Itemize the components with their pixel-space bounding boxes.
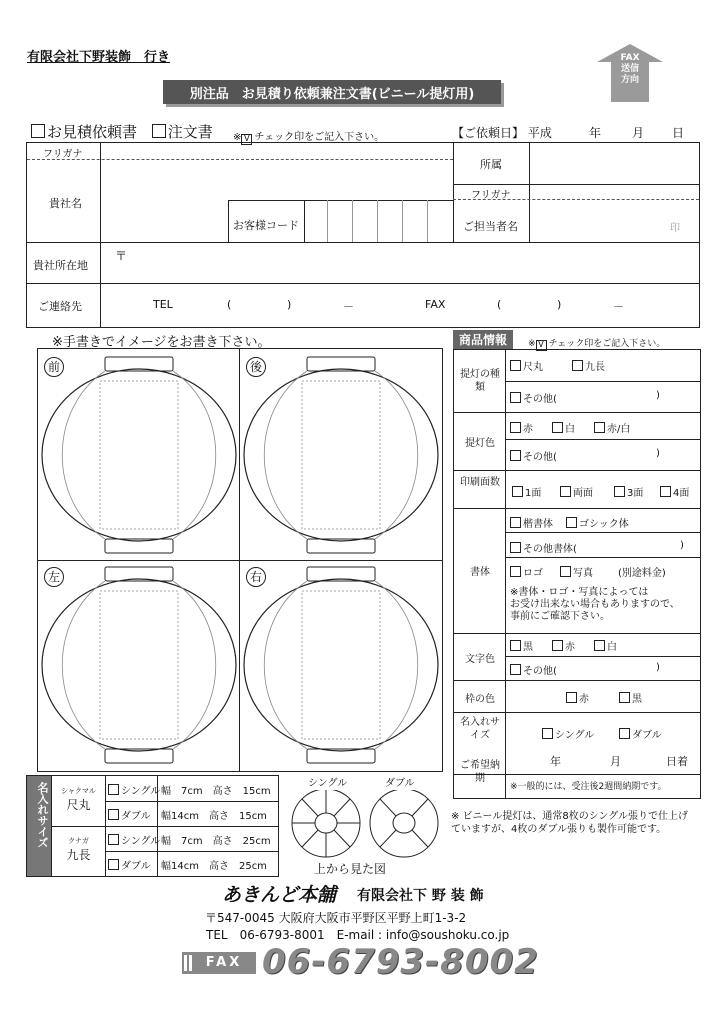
- product-check-mark-sample: V: [536, 340, 547, 351]
- font-note-line-3: 事前にご確認下さい。: [510, 611, 610, 622]
- company-name-field[interactable]: [103, 161, 449, 197]
- text-color-label: 文字色: [465, 654, 495, 665]
- size-opt-2[interactable]: [108, 807, 151, 822]
- tel-label: TEL: [153, 298, 173, 311]
- size-opt-4[interactable]: [108, 857, 151, 872]
- text-color-option-label: 黒: [523, 642, 533, 653]
- type-option-kunaga[interactable]: [572, 358, 605, 373]
- delivery-label: ご希望納期: [460, 760, 500, 784]
- product-check-note-prefix: ※: [528, 339, 536, 349]
- shakumaru-furigana: シャクマル: [61, 787, 96, 795]
- text-color-white[interactable]: [594, 638, 617, 653]
- font-label: 書体: [470, 567, 490, 578]
- color-option-label: 赤/白: [607, 424, 631, 435]
- era-label: 平成: [527, 126, 552, 140]
- color-other-close: ): [656, 448, 660, 459]
- font-note: [510, 587, 680, 623]
- contact-person-field[interactable]: [531, 201, 671, 241]
- frame-color-label: 枠の色: [465, 694, 495, 705]
- font-note-line-2: お受け出来ない場合もありますので、: [510, 599, 680, 610]
- print-option-both[interactable]: [560, 484, 593, 499]
- size-spec-3: 幅 7cm 高さ 25cm: [161, 836, 271, 847]
- type-other-label: その他(: [523, 394, 557, 405]
- fax-direction-line-1: FAX: [620, 53, 640, 63]
- view-label-right: 右: [246, 567, 266, 587]
- footer-address: 〒547-0045 大阪府大阪市平野区平野上町1-3-2: [205, 911, 467, 925]
- kunaga-furigana: クナガ: [68, 837, 89, 845]
- color-option-red[interactable]: [510, 420, 533, 435]
- font-note-line-1: ※書体・ロゴ・写真によっては: [510, 587, 649, 598]
- fax-direction-line-2: 送信: [620, 64, 639, 74]
- address-field[interactable]: [129, 245, 695, 281]
- fax-label: FAX: [425, 298, 446, 311]
- print-option-label: 4面: [673, 488, 690, 499]
- name-size-option-label: シングル: [555, 730, 595, 741]
- furigana-label: フリガナ: [43, 149, 83, 160]
- order-label: 注文書: [167, 123, 213, 141]
- print-option-1[interactable]: [512, 484, 541, 499]
- logo-option-label: ロゴ: [523, 568, 543, 579]
- name-size-double[interactable]: [619, 726, 662, 741]
- type-other-close: ): [656, 390, 660, 401]
- shakumaru-name: 尺丸: [66, 798, 91, 812]
- company-name-label: 貴社名: [49, 197, 82, 210]
- date-month: 月: [632, 126, 645, 140]
- customer-code-label: お客様コード: [233, 219, 299, 232]
- view-label-front: 前: [44, 357, 64, 377]
- font-option-label: 楷書体: [523, 519, 553, 530]
- customer-info-table: [26, 142, 700, 328]
- font-option-label: ゴシック体: [579, 519, 629, 530]
- text-color-option-label: 白: [607, 642, 617, 653]
- lantern-outline-icon: [240, 349, 441, 559]
- color-option-label: 赤: [523, 424, 533, 435]
- fax-field[interactable]: [505, 289, 685, 319]
- department-label: 所属: [480, 158, 502, 171]
- print-option-label: 1面: [525, 488, 542, 499]
- fax-open-paren: (: [497, 298, 502, 311]
- check-mark-sample: V: [241, 134, 252, 145]
- size-opt-3[interactable]: [108, 832, 160, 847]
- lantern-color-label: 提灯色: [465, 438, 495, 449]
- size-opt-1[interactable]: [108, 782, 160, 797]
- fax-tag-text: FAX: [205, 955, 243, 970]
- size-row-kunaga: [52, 836, 105, 863]
- contact-label: ご連絡先: [38, 300, 82, 313]
- view-label-back: 後: [246, 357, 266, 377]
- font-other-close: ): [680, 540, 684, 551]
- delivery-year: 年: [550, 755, 561, 768]
- fax-dash: －: [613, 300, 624, 313]
- size-side-label: 名入れサイズ: [36, 782, 49, 848]
- date-day: 日: [672, 126, 685, 140]
- address-label: 貴社所在地: [33, 259, 88, 272]
- footer-contact: TEL 06-6793-8001 E-mail : info@soushoku.co.jp: [206, 928, 510, 942]
- top-view-caption: 上から見た図: [314, 862, 387, 876]
- font-option-photo[interactable]: [560, 564, 593, 579]
- font-option-logo[interactable]: [510, 564, 543, 579]
- fax-tag: [182, 952, 256, 974]
- color-option-red-white[interactable]: [594, 420, 630, 435]
- request-date: [452, 124, 552, 141]
- department-field[interactable]: [531, 145, 697, 183]
- delivery-date-field[interactable]: [508, 747, 696, 767]
- type-option-label: 尺丸: [523, 362, 543, 373]
- request-date-label: 【ご依頼日】: [452, 126, 525, 140]
- frame-color-red[interactable]: [566, 690, 589, 705]
- color-option-label: 白: [565, 424, 575, 435]
- right-view-cell[interactable]: [240, 561, 441, 771]
- print-option-4[interactable]: [660, 484, 689, 499]
- fax-direction-line-3: 方向: [620, 75, 639, 85]
- size-opt-label: シングル: [121, 836, 161, 847]
- product-check-note-text: チェック印をご記入下さい。: [548, 339, 666, 349]
- extra-fee-note: (別途料金): [618, 568, 666, 579]
- font-option-gothic[interactable]: [566, 515, 629, 530]
- name-size-single[interactable]: [542, 726, 594, 741]
- lantern-outline-icon: [240, 561, 441, 771]
- name-size-label: 名入れサイズ: [460, 717, 500, 741]
- lantern-type-label: 提灯の種類: [460, 369, 500, 393]
- date-year: 年: [589, 126, 602, 140]
- size-spec-1: 幅 7cm 高さ 15cm: [161, 786, 271, 797]
- left-view-cell[interactable]: [38, 561, 239, 771]
- color-other-label: その他(: [523, 452, 557, 463]
- text-color-option-label: 赤: [565, 642, 575, 653]
- recipient-company: 有限会社下野装飾 行き: [27, 50, 171, 65]
- drawing-instruction: ※手書きでイメージをお書き下さい。: [52, 335, 271, 350]
- estimate-label: お見積依頼書: [47, 123, 138, 141]
- frame-color-black[interactable]: [619, 690, 642, 705]
- furigana-label-2: フリガナ: [471, 190, 511, 201]
- back-view-cell[interactable]: [240, 349, 441, 559]
- text-color-red[interactable]: [552, 638, 575, 653]
- size-row-shakumaru: [52, 786, 105, 813]
- tel-open-paren: (: [227, 298, 232, 311]
- view-label-left: 左: [44, 567, 64, 587]
- size-opt-label: シングル: [121, 786, 161, 797]
- fax-number: 06-6793-8002: [262, 942, 539, 982]
- name-size-table: [26, 775, 279, 877]
- lantern-drawing-area[interactable]: [37, 348, 443, 772]
- kunaga-name: 九長: [66, 848, 91, 862]
- print-option-label: 両面: [573, 488, 593, 499]
- vinyl-note: ※ ビニール提灯は、通常8枚のシングル張りで仕上げていますが、4枚のダブル張りも製作可能です。: [451, 811, 688, 835]
- size-spec-2: 幅14cm 高さ 15cm: [161, 811, 267, 822]
- photo-option-label: 写真: [573, 568, 593, 579]
- size-opt-label: ダブル: [121, 861, 151, 872]
- footer-company: 有限会社下 野 装 飾: [357, 888, 484, 904]
- delivery-row: [453, 743, 701, 799]
- color-option-white[interactable]: [552, 420, 575, 435]
- product-info-table: [453, 349, 701, 775]
- order-type-row: [31, 121, 213, 142]
- check-note-prefix: ※: [233, 132, 242, 143]
- brand-logo: あきんど本舗: [222, 884, 337, 906]
- size-opt-label: ダブル: [121, 811, 151, 822]
- delivery-note: ※一般的には、受注後2週間納期です。: [510, 782, 667, 792]
- type-option-shakumaru[interactable]: [510, 358, 543, 373]
- font-option-other[interactable]: [510, 540, 577, 555]
- frame-color-option-label: 黒: [632, 694, 642, 705]
- font-other-label: その他書体(: [523, 544, 577, 555]
- product-info-label: 商品情報: [453, 330, 513, 349]
- fax-direction-arrow-icon: [597, 44, 663, 102]
- contact-person-label: ご担当者名: [463, 220, 518, 233]
- lantern-outline-icon: [38, 349, 239, 559]
- text-color-other-close: ): [656, 662, 660, 673]
- tel-dash: －: [343, 300, 354, 313]
- text-color-black[interactable]: [510, 638, 533, 653]
- top-view-single-label: シングル: [308, 778, 348, 789]
- text-color-other[interactable]: [510, 662, 557, 677]
- text-color-other-label: その他(: [523, 666, 557, 677]
- postal-mark: 〒: [115, 249, 128, 263]
- fax-close-paren: ): [557, 298, 562, 311]
- size-spec-4: 幅14cm 高さ 25cm: [161, 861, 267, 872]
- estimate-checkbox[interactable]: [31, 124, 45, 138]
- print-sides-label: 印刷面数: [460, 477, 500, 488]
- type-option-label: 九長: [585, 362, 605, 373]
- tel-field[interactable]: [235, 289, 405, 319]
- delivery-month: 月: [610, 755, 621, 768]
- customer-code-field[interactable]: [305, 201, 452, 241]
- delivery-day: 日着: [666, 755, 688, 768]
- front-view-cell[interactable]: [38, 349, 239, 559]
- name-size-option-label: ダブル: [632, 730, 662, 741]
- order-checkbox[interactable]: [152, 124, 166, 138]
- top-view-double-label: ダブル: [385, 778, 415, 789]
- color-option-other[interactable]: [510, 448, 557, 463]
- seal-mark: 印: [670, 223, 680, 234]
- type-option-other[interactable]: [510, 390, 557, 405]
- tel-close-paren: ): [287, 298, 292, 311]
- print-option-3[interactable]: [614, 484, 643, 499]
- lantern-outline-icon: [38, 561, 239, 771]
- frame-color-option-label: 赤: [579, 694, 589, 705]
- form-title-banner: 別注品 お見積り依頼兼注文書(ビニール提灯用): [163, 80, 501, 104]
- top-view-diagram-icon: [286, 790, 446, 860]
- check-note-text: チェック印をご記入下さい。: [254, 132, 385, 143]
- font-option-kaisho[interactable]: [510, 515, 553, 530]
- print-option-label: 3面: [627, 488, 644, 499]
